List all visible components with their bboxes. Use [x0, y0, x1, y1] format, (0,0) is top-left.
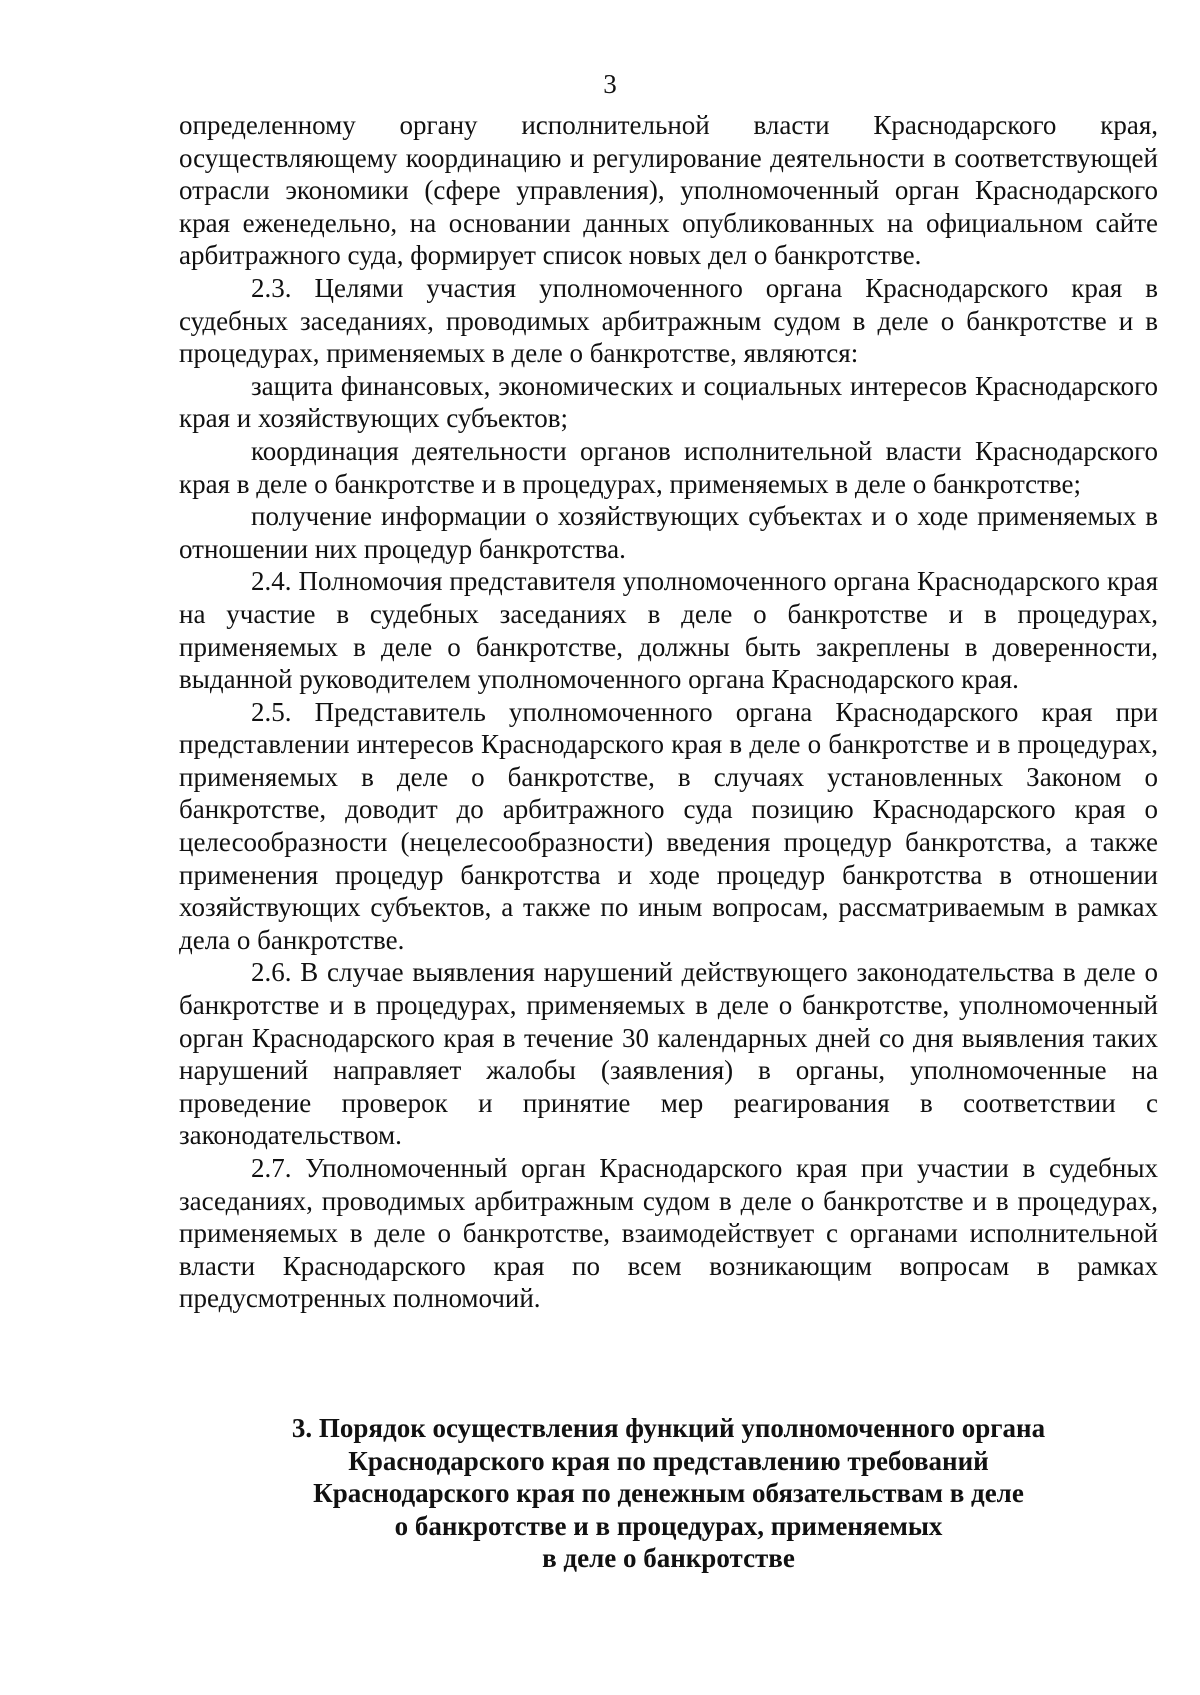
document-body — [179, 109, 1158, 1315]
paragraph-2-7: 2.7. Уполномоченный орган Краснодарского края при участии в судебных заседаниях, проводимых арбитражным судом в деле о банкротстве и в процедурах, применяемых в деле о банкротстве, взаимодействует с органами исполнительной власти Краснодарского края по всем возникающим вопросам в рамках предусмотренных полномочий. — [179, 1153, 1158, 1314]
heading-line: в деле о банкротстве — [542, 1543, 795, 1574]
paragraph-2-6: 2.6. В случае выявления нарушений действующего законодательства в деле о банкротстве и в процедурах, применяемых в деле о банкротстве, уполномоченный орган Краснодарского края в течение 30 календарных дней со дня выявления таких нарушений направляет жалобы (заявления) в органы, уполномоченные на проведение проверок и принятие мер реагирования в соответствии с законодательством. — [179, 957, 1158, 1151]
list-item-information: получение информации о хозяйствующих субъектах и о ходе применяемых в отношении них процедур банкротства. — [179, 501, 1158, 564]
heading-line: о банкротстве и в процедурах, применяемых — [394, 1510, 943, 1541]
list-item-protection: защита финансовых, экономических и социальных интересов Краснодарского края и хозяйствующих субъектов; — [179, 370, 1158, 434]
heading-line: Краснодарского края по денежным обязательствам в деле — [313, 1478, 1024, 1509]
section-3-heading — [179, 1412, 1158, 1575]
paragraph-2-4: 2.4. Полномочия представителя уполномоченного органа Краснодарского края на участие в судебных заседаниях в деле о банкротстве и в процедурах, применяемых в деле о банкротстве, должны быть закреплены в доверенности, выданной руководителем уполномоченного органа Краснодарского края. — [179, 566, 1158, 695]
page-number: 3 — [603, 69, 617, 99]
heading-line: Краснодарского края по представлению требований — [348, 1445, 989, 1476]
paragraph-2-5: 2.5. Представитель уполномоченного органа Краснодарского края при представлении интересов Краснодарского края в деле о банкротстве и в процедурах, применяемых в деле о банкротстве, в случаях установленных Законом о банкротстве, доводит до арбитражного суда позицию Краснодарского края о целесообразности (нецелесообразности) введения процедур банкротства, а также применения процедур банкротства и ходе процедур банкротства в отношении хозяйствующих субъектов, а также по иным вопросам, рассматриваемым в рамках дела о банкротстве. — [179, 696, 1158, 955]
list-item-coordination: координация деятельности органов исполнительной власти Краснодарского края в деле о банкротстве и в процедурах, применяемых в деле о банкротстве; — [179, 435, 1158, 499]
paragraph-continuation: определенному органу исполнительной власти Краснодарского края, осуществляющему координацию и регулирование деятельности в соответствующей отрасли экономики (сфере управления), уполномоченный орган Краснодарского края еженедельно, на основании данных опубликованных на официальном сайте арбитражного суда, формирует список новых дел о банкротстве. — [179, 110, 1158, 271]
heading-line: 3. Порядок осуществления функций уполномоченного органа — [291, 1413, 1046, 1443]
paragraph-2-3: 2.3. Целями участия уполномоченного органа Краснодарского края в судебных заседаниях, проводимых арбитражным судом в деле о банкротстве и в процедурах, применяемых в деле о банкротстве, являются: — [179, 272, 1158, 369]
